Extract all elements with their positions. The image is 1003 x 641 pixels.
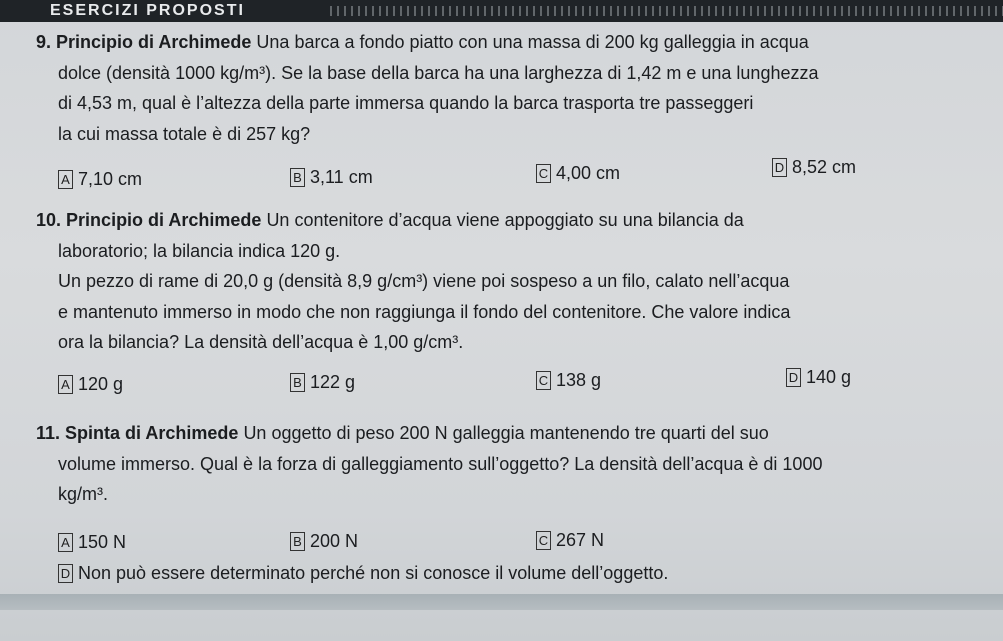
header-decoration xyxy=(330,6,1003,16)
problem-line: Un pezzo di rame di 20,0 g (densità 8,9 g/cm³) viene poi sospeso a un filo, calato nell’acqua xyxy=(58,271,790,291)
problem-line: di 4,53 m, qual è l’altezza della parte immersa quando la barca trasporta tre passeggeri xyxy=(58,93,754,113)
choice-letter: C xyxy=(536,371,551,390)
problem-number: 10. xyxy=(36,210,62,230)
choice-text: 140 g xyxy=(806,367,852,387)
problem-line: la cui massa totale è di 257 kg? xyxy=(58,123,311,144)
choice-9-a[interactable] xyxy=(58,168,142,190)
choice-text: 8,52 cm xyxy=(792,157,857,177)
choice-letter: A xyxy=(58,170,73,189)
choice-letter: B xyxy=(290,532,305,551)
problem-number: 11. xyxy=(36,423,61,443)
choice-letter: A xyxy=(58,533,73,552)
choice-text: Non può essere determinato perché non si conosce il volume dell’oggetto. xyxy=(78,563,669,583)
choice-10-c[interactable] xyxy=(536,369,601,391)
choice-letter: B xyxy=(290,373,305,392)
problem-line: kg/m³. xyxy=(58,484,109,504)
choice-9-d[interactable] xyxy=(772,156,856,178)
problem-line: Una barca a fondo piatto con una massa di 200 kg galleggia in acqua xyxy=(256,32,809,52)
section-header-bar xyxy=(0,0,1003,22)
choice-text: 138 g xyxy=(556,370,602,390)
choice-11-a[interactable] xyxy=(58,531,126,553)
choice-letter: C xyxy=(536,164,551,183)
problem-9-text xyxy=(36,27,966,149)
choice-9-b[interactable] xyxy=(290,166,373,188)
problem-11-text xyxy=(36,418,966,510)
section-title: ESERCIZI PROPOSTI xyxy=(50,2,245,19)
choice-text: 122 g xyxy=(310,372,356,392)
problem-line: e mantenuto immerso in modo che non raggiunga il fondo del contenitore. Che valore indica xyxy=(58,301,791,322)
choice-text: 7,10 cm xyxy=(78,169,143,189)
choice-letter: C xyxy=(536,531,551,550)
problem-title: Principio di Archimede xyxy=(66,210,262,230)
choice-text: 4,00 cm xyxy=(556,163,621,183)
problem-line: dolce (densità 1000 kg/m³). Se la base della barca ha una larghezza di 1,42 m e una lunghezza xyxy=(58,62,819,83)
choice-text: 120 g xyxy=(78,374,124,394)
problem-line: volume immerso. Qual è la forza di galleggiamento sull’oggetto? La densità dell’acqua è di 1000 xyxy=(58,453,823,474)
choice-letter: A xyxy=(58,375,73,394)
problem-title: Principio di Archimede xyxy=(56,32,252,52)
problem-line: ora la bilancia? La densità dell’acqua è 1,00 g/cm³. xyxy=(58,332,464,352)
choice-text: 150 N xyxy=(78,532,127,552)
choice-10-a[interactable] xyxy=(58,373,123,395)
choice-letter: D xyxy=(772,158,787,177)
choice-text: 200 N xyxy=(310,531,359,551)
problem-number: 9. xyxy=(36,32,52,52)
choice-letter: D xyxy=(786,368,801,387)
choice-11-d[interactable] xyxy=(58,562,668,584)
choice-text: 267 N xyxy=(556,530,605,550)
problem-line: laboratorio; la bilancia indica 120 g. xyxy=(58,240,341,261)
page-bottom-band xyxy=(0,594,1003,610)
problem-10-text xyxy=(36,205,966,358)
choice-11-b[interactable] xyxy=(290,530,358,552)
choice-10-d[interactable] xyxy=(786,366,851,388)
choice-10-b[interactable] xyxy=(290,371,355,393)
choice-letter: B xyxy=(290,168,305,187)
choice-9-c[interactable] xyxy=(536,162,620,184)
choice-11-c[interactable] xyxy=(536,529,604,551)
problem-title: Spinta di Archimede xyxy=(65,423,239,443)
choice-letter: D xyxy=(58,564,73,583)
problem-line: Un contenitore d’acqua viene appoggiato su una bilancia da xyxy=(266,210,744,230)
problem-line: Un oggetto di peso 200 N galleggia mantenendo tre quarti del suo xyxy=(243,423,769,443)
choice-text: 3,11 cm xyxy=(310,167,373,187)
